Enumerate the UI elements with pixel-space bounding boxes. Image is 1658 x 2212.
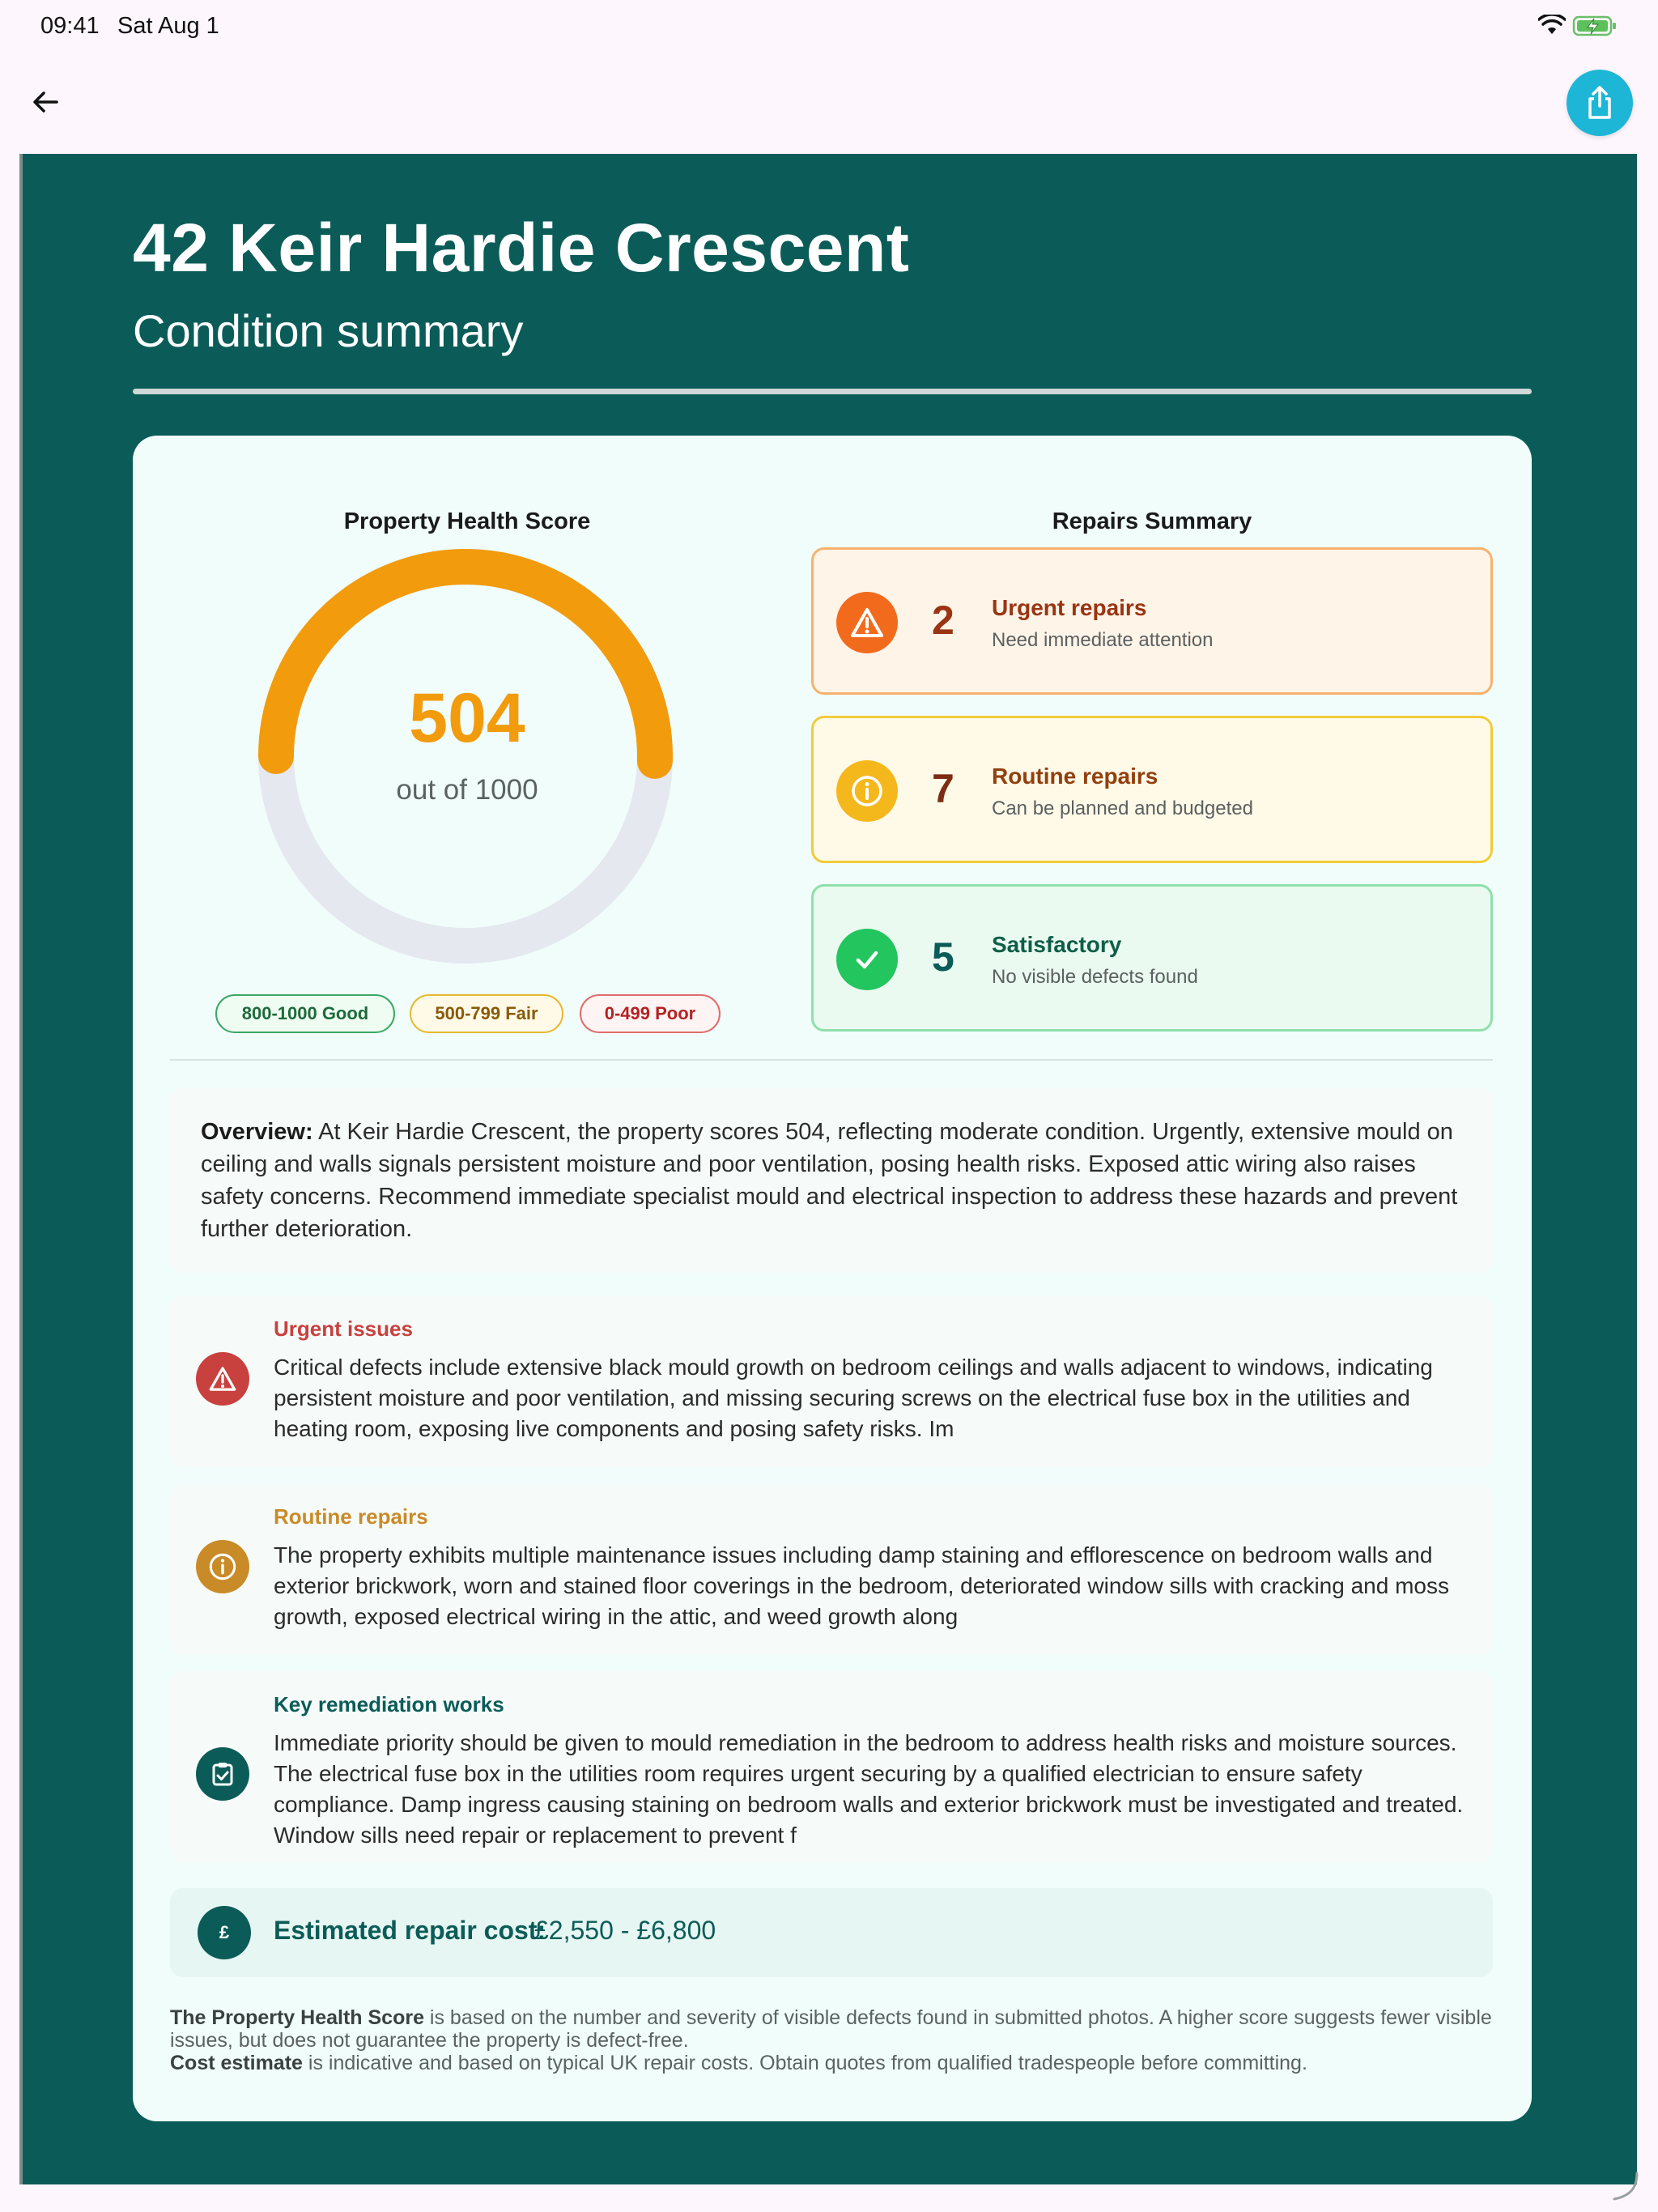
cost-label: Estimated repair cost: [274,1916,546,1945]
repair-desc: Can be planned and budgeted [992,798,1253,819]
share-icon [1584,85,1616,121]
issue-title: Key remediation works [274,1692,504,1716]
issue-text: Immediate priority should be given to mould remediation in the bedroom to address health risks and moisture sources. The electrical fuse box in the utilities room requires urgent securing by a qualified electrician to ensure safety compliance. Damp ingress causing staining on bedroom walls and exterior brickwork must be investigated and treated. Window sills need repair or replacement to prevent f [274,1730,1464,1848]
repair-title: Satisfactory [992,932,1122,957]
footnote [170,2006,1498,2074]
issue-title: Urgent issues [274,1317,413,1341]
overview-text: At Keir Hardie Crescent, the property scores 504, reflecting moderate condition. Urgently, extensive mould on ceiling and walls signals persistent moisture and poor ventilation, posing health risks. Exposed attic wiring also raises safety concerns. Recommend immediate specialist mould and electrical inspection to address these hazards and prevent further deterioration. [201,1119,1458,1242]
repairs-heading: Repairs Summary [1052,508,1252,534]
repair-cost-section [170,1888,1493,1977]
report-panel [19,154,1637,2184]
footnote-cost-text: is indicative and based on typical UK repair costs. Obtain quotes from qualified tradespeople before committing. [302,2052,1307,2074]
cost-value: £2,550 - £6,800 [534,1916,716,1945]
wifi-icon [1538,15,1566,36]
share-button[interactable] [1567,70,1633,136]
arrow-left-icon [31,87,60,117]
bottom-edge [0,2184,1658,2212]
repair-title: Routine repairs [992,764,1158,789]
footnote-cost-label: Cost estimate [170,2052,303,2074]
repair-satisfactory-card [811,884,1493,1032]
repair-title: Urgent repairs [992,595,1147,620]
key-remediation-section [170,1671,1493,1862]
issue-text: Critical defects include extensive black mould growth on bedroom ceilings and walls adjacent to windows, indicating persistent moisture and poor ventilation, and missing securing screws on the electrical fuse box in the utilities and heating room, exposing live components and posing safety risks. Im [274,1355,1433,1441]
range-fair-badge: 500-799 Fair [410,994,563,1033]
back-button[interactable] [26,83,65,121]
check-icon [836,929,898,990]
pound-icon: £ [198,1906,251,1959]
overview-section [170,1088,1493,1273]
repair-count: 7 [932,766,954,811]
score-heading: Property Health Score [343,508,591,534]
app-bar [0,52,1658,154]
info-icon [836,760,898,822]
score-value: 504 [409,679,525,757]
checklist-icon [196,1747,249,1801]
repair-routine-card [811,716,1493,863]
battery-charging-icon [1572,15,1618,37]
urgent-issues-section [170,1295,1493,1467]
repair-urgent-card [811,547,1493,695]
routine-repairs-section [170,1483,1493,1655]
score-out-of: out of 1000 [396,774,538,806]
overview-label: Overview: [201,1119,313,1145]
footnote-score-label: The Property Health Score [170,2006,424,2029]
repair-count: 5 [932,934,954,980]
scroll-indicator-icon [1609,2170,1642,2202]
range-good-badge: 800-1000 Good [215,994,395,1033]
warning-icon [196,1352,249,1406]
footnote-score-text: is based on the number and severity of visible defects found in submitted photos. A higher score suggests fewer visible issues, but does not guarantee the property is defect-free. [170,2006,1492,2052]
section-divider [170,1059,1493,1061]
repair-desc: Need immediate attention [992,629,1214,651]
page-title: 42 Keir Hardie Crescent [133,210,910,286]
warning-icon [836,592,898,653]
issue-text: The property exhibits multiple maintenance issues including damp staining and efflorescence on bedroom walls and exterior brickwork, worn and stained floor coverings in the bedroom, deteriorated window sills with cracking and moss growth, exposed electrical wiring in the attic, and weed growth along [274,1542,1449,1629]
page-subtitle: Condition summary [133,305,524,356]
repair-desc: No visible defects found [992,966,1198,988]
range-poor-badge: 0-499 Poor [580,994,721,1033]
info-icon [196,1540,249,1593]
summary-card [133,436,1532,2121]
title-divider [133,389,1532,394]
repair-count: 2 [932,598,954,643]
issue-title: Routine repairs [274,1504,428,1529]
status-bar [0,0,1658,52]
status-time: 09:41 [40,13,100,39]
status-date: Sat Aug 1 [117,13,219,39]
